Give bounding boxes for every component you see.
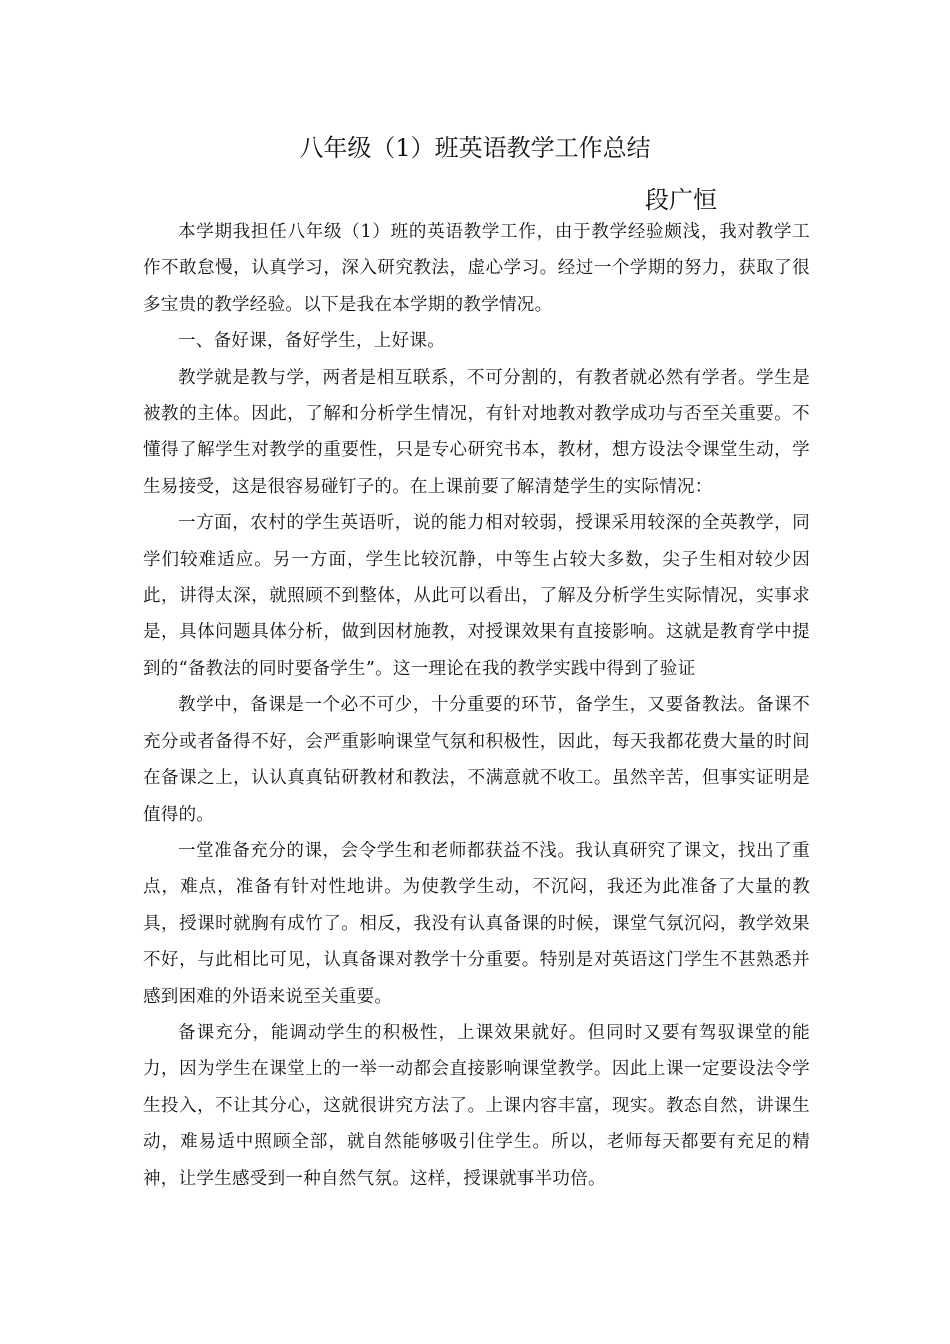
document-title: 八年级（1）班英语教学工作总结	[299, 134, 651, 162]
paragraph: 一堂准备充分的课，会令学生和老师都获益不浅。我认真研究了课文，找出了重点，难点，准备有针对性地讲。为使教学生动，不沉闷，我还为此准备了大量的教具，授课时就胸有成竹了。相反，我没有认真备课的时候，课堂气氛沉闷，教学效果不好，与此相比可见，认真备课对教学十分重要。特别是对英语这门学生不甚熟悉并感到困难的外语来说至关重要。	[143, 840, 810, 1007]
paragraph: 备课充分，能调动学生的积极性，上课效果就好。但同时又要有驾驭课堂的能力，因为学生在课堂上的一举一动都会直接影响课堂教学。因此上课一定要设法令学生投入，不让其分心，这就很讲究方法了。上课内容丰富，现实。教态自然，讲课生动，难易适中照顾全部，就自然能够吸引住学生。所以，老师每天都要有充足的精神，让学生感受到一种自然气氛。这样，授课就事半功倍。	[143, 1022, 810, 1189]
paragraph: 教学中，备课是一个必不可少，十分重要的环节，备学生，又要备教法。备课不充分或者备得不好，会严重影响课堂气氛和积极性，因此，每天我都花费大量的时间在备课之上，认认真真钻研教材和教法，不满意就不收工。虽然辛苦，但事实证明是值得的。	[143, 695, 810, 825]
section-heading: 一、备好课，备好学生，上好课。	[178, 331, 445, 352]
document-body	[143, 214, 810, 1197]
document-author: 段广恒	[645, 186, 717, 214]
paragraph: 教学就是教与学，两者是相互联系，不可分割的，有教者就必然有学者。学生是被教的主体。因此，了解和分析学生情况，有针对地教对教学成功与否至关重要。不懂得了解学生对教学的重要性，只是专心研究书本，教材，想方设法令课堂生动，学生易接受，这是很容易碰钉子的。在上课前要了解清楚学生的实际情况：	[143, 367, 810, 497]
paragraph: 本学期我担任八年级（1）班的英语教学工作，由于教学经验颇浅，我对教学工作不敢怠慢，认真学习，深入研究教法，虚心学习。经过一个学期的努力，获取了很多宝贵的教学经验。以下是我在本学期的教学情况。	[143, 222, 810, 315]
paragraph: 一方面，农村的学生英语听，说的能力相对较弱，授课采用较深的全英教学，同学们较难适应。另一方面，学生比较沉静，中等生占较大多数，尖子生相对较少因此，讲得太深，就照顾不到整体，从此可以看出，了解及分析学生实际情况，实事求是，具体问题具体分析，做到因材施教，对授课效果有直接影响。这就是教育学中提到的“备教法的同时要备学生”。这一理论在我的教学实践中得到了验证	[143, 513, 810, 679]
